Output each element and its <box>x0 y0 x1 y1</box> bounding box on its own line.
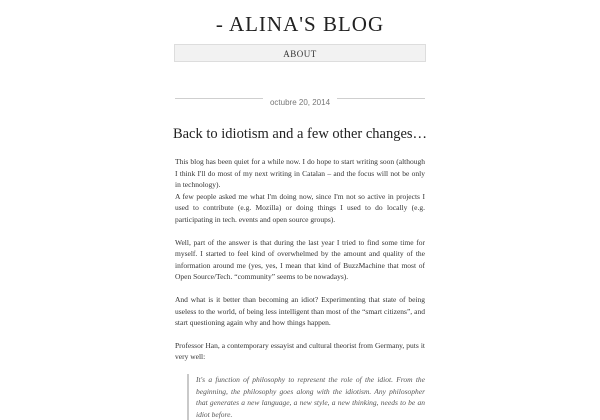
date-divider-right <box>337 98 425 99</box>
post-paragraph: Professor Han, a contemporary essayist and cultural theorist from Germany, puts it very well: <box>175 340 425 362</box>
post-blockquote: It's a function of philosophy to represent the role of the idiot. From the beginning, the philosophy goes along with the idiotism. Any philosopher that generates a new language, a new style, a new thinking, needs to be an idiot before. <box>187 374 425 420</box>
main-nav <box>174 44 426 62</box>
site-title[interactable]: - ALINA'S BLOG <box>215 12 385 36</box>
post-paragraph-text: A few people asked me what I'm doing now, since I'm not so active in projects I used to contribute (e.g. Mozilla) or doing things I used to do locally (e.g. participating in tech. events and open source groups). <box>175 191 425 224</box>
date-divider-left <box>175 98 263 99</box>
post-date-row <box>175 92 425 107</box>
post-title[interactable]: Back to idiotism and a few other changes… <box>172 126 428 142</box>
post-paragraph: And what is it better than becoming an idiot? Experimenting that state of being useless to the world, of being less intelligent than most of the “smart citizens”, and start questioning again why and how things happen. <box>175 294 425 328</box>
site-header <box>0 0 600 62</box>
post-date[interactable]: octubre 20, 2014 <box>269 98 331 107</box>
nav-item-about[interactable]: ABOUT <box>283 49 317 59</box>
post-paragraph <box>175 156 425 226</box>
post-paragraph-text: This blog has been quiet for a while now. I do hope to start writing soon (although I think I'll do most of my next writing in Catalan – and the focus will not be only in technology). <box>175 157 425 190</box>
post-paragraph: Well, part of the answer is that during the last year I tried to find some time for myself. I started to feel kind of overwhelmed by the amount and quality of the information around me (yes, yes, I mean that kind of BuzzMachine that most of Open Source/Tech. “community” seems to be nowadays). <box>175 237 425 282</box>
post-content <box>175 156 425 420</box>
post <box>0 92 600 420</box>
